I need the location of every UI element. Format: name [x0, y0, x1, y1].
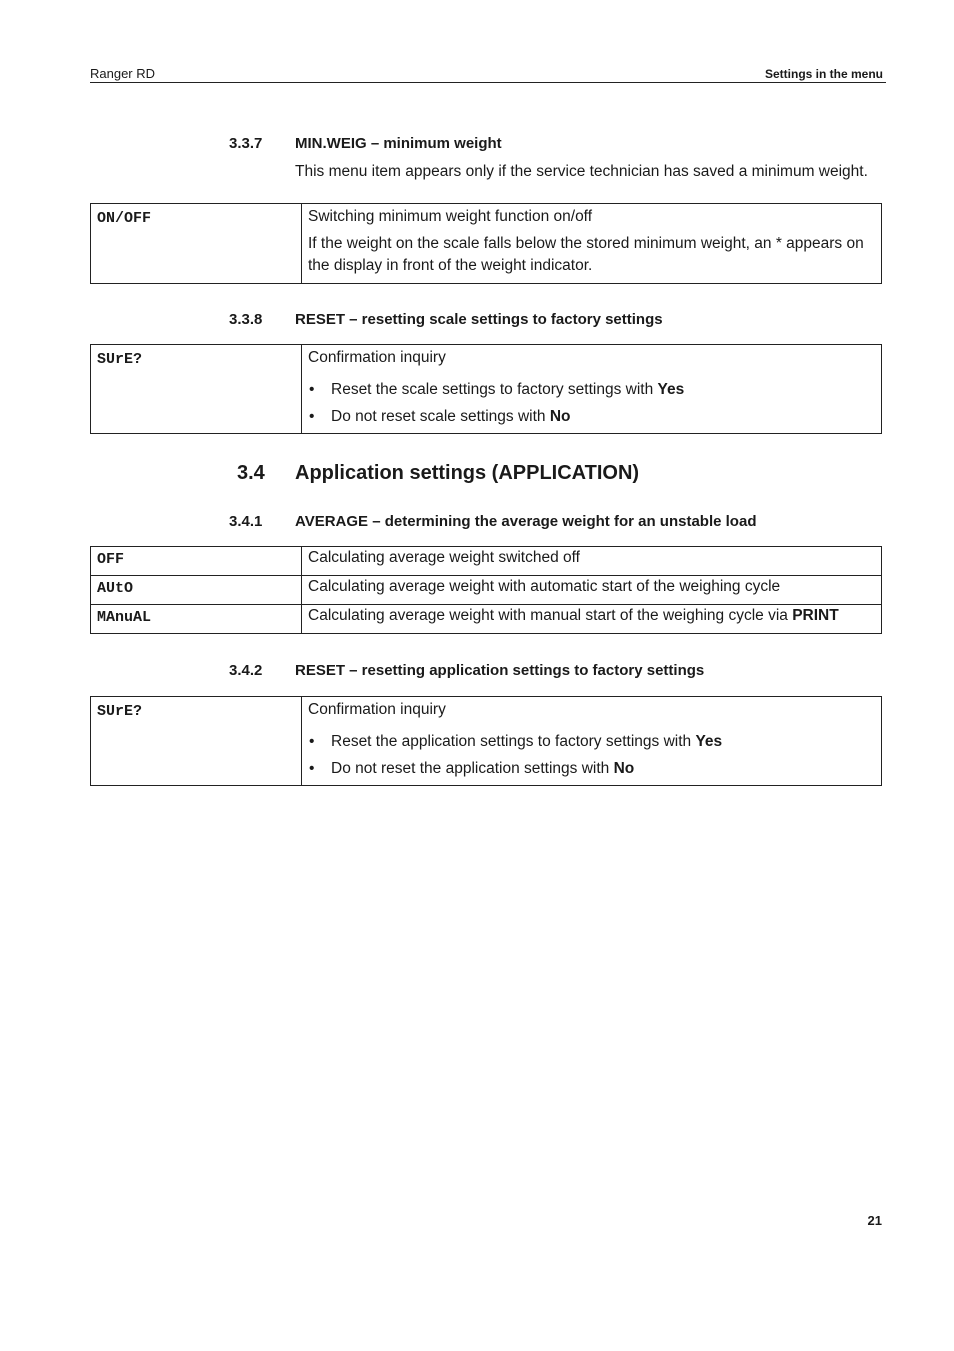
table-row — [91, 697, 882, 786]
header-section: Settings in the menu — [764, 67, 883, 81]
section-number-3-4: 3.4 — [237, 462, 265, 484]
menu-description: Calculating average weight switched off — [302, 547, 882, 576]
menu-description — [302, 204, 882, 284]
table-row — [91, 605, 882, 634]
table-reset-application — [90, 696, 882, 786]
table-row — [91, 345, 882, 434]
section-title-3-4: Application settings (APPLICATION) — [295, 462, 640, 484]
page-number: 21 — [867, 1213, 882, 1228]
section-title-3-4-2: RESET – resetting application settings to factory settings — [295, 662, 705, 679]
menu-key: OFF — [91, 547, 302, 576]
menu-key: SUrE? — [91, 697, 302, 786]
menu-description: Calculating average weight with manual start of the weighing cycle via PRINT — [302, 605, 882, 634]
menu-description: Calculating average weight with automatic start of the weighing cycle — [302, 576, 882, 605]
table-average — [90, 546, 882, 634]
table-row — [91, 576, 882, 605]
description-detail: If the weight on the scale falls below the stored minimum weight, an * appears on the display in front of the weight indicator. — [308, 235, 864, 274]
section-intro-3-3-7: This menu item appears only if the service technician has saved a minimum weight. — [295, 163, 868, 180]
section-number-3-4-2: 3.4.2 — [229, 662, 263, 679]
menu-key: SUrE? — [91, 345, 302, 434]
table-reset-scale — [90, 344, 882, 434]
description-line: Confirmation inquiry — [308, 701, 446, 718]
menu-key: AUtO — [91, 576, 302, 605]
section-title-3-3-7: MIN.WEIG – minimum weight — [295, 135, 502, 152]
list-item: • Do not reset scale settings with No — [308, 406, 875, 428]
section-number-3-4-1: 3.4.1 — [229, 513, 263, 530]
menu-description — [302, 345, 882, 434]
table-row — [91, 547, 882, 576]
list-item: • Reset the scale settings to factory settings with Yes — [308, 379, 875, 401]
list-item: • Do not reset the application settings with No — [308, 758, 875, 780]
list-item: • Reset the application settings to factory settings with Yes — [308, 731, 875, 753]
section-number-3-3-7: 3.3.7 — [229, 135, 263, 152]
menu-description — [302, 697, 882, 786]
header-rule — [90, 82, 886, 83]
header-product: Ranger RD — [90, 66, 156, 81]
section-number-3-3-8: 3.3.8 — [229, 311, 263, 328]
section-title-3-4-1: AVERAGE – determining the average weight for an unstable load — [295, 513, 757, 530]
description-line: Switching minimum weight function on/off — [308, 208, 593, 225]
menu-key: MAnuAL — [91, 605, 302, 634]
section-title-3-3-8: RESET – resetting scale settings to factory settings — [295, 311, 663, 328]
table-row — [91, 204, 882, 284]
description-line: Confirmation inquiry — [308, 349, 446, 366]
menu-key: ON/OFF — [91, 204, 302, 284]
table-min-weig — [90, 203, 882, 284]
